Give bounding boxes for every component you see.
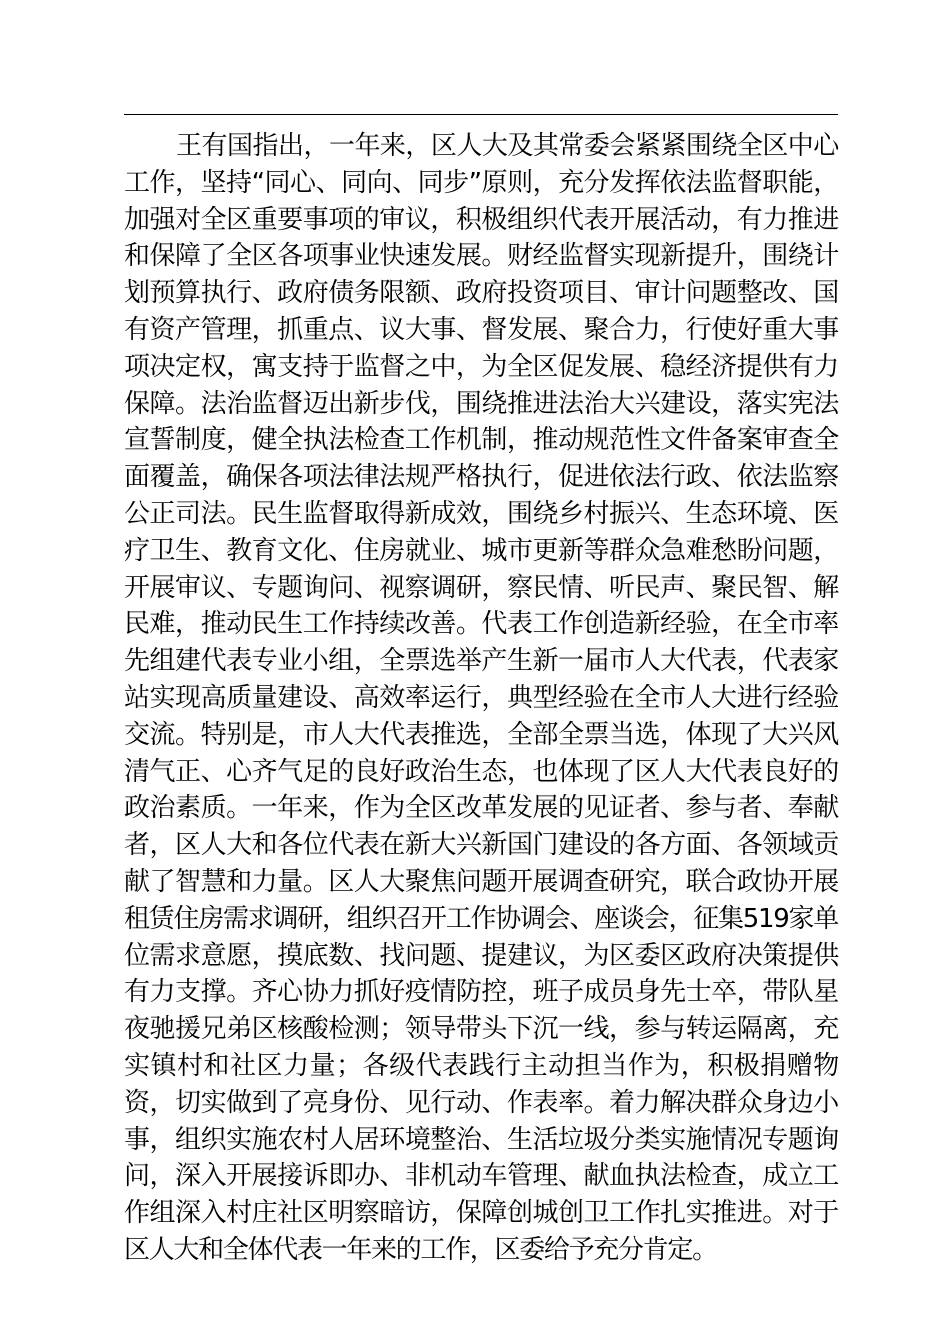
header-rule xyxy=(124,114,838,115)
body-paragraph: 王有国指出，一年来，区人大及其常委会紧紧围绕全区中心工作，坚持“同心、同向、同步”原则，充分发挥依法监督职能，加强对全区重要事项的审议，积极组织代表开展活动，有力推进和保障了全区各项事业快速发展。财经监督实现新提升，围绕计划预算执行、政府债务限额、政府投资项目、审计问题整改、国有资产管理，抓重点、议大事、督发展、聚合力，行使好重大事项决定权，寓支持于监督之中，为全区促发展、稳经济提供有力保障。法治监督迈出新步伐，围绕推进法治大兴建设，落实宪法宣誓制度，健全执法检查工作机制，推动规范性文件备案审查全面覆盖，确保各项法律法规严格执行，促进依法行政、依法监察公正司法。民生监督取得新成效，围绕乡村振兴、生态环境、医疗卫生、教育文化、住房就业、城市更新等群众急难愁盼问题，开展审议、专题询问、视察调研，察民情、听民声、聚民智、解民难，推动民生工作持续改善。代表工作创造新经验，在全市率先组建代表专业小组，全票选举产生新一届市人大代表，代表家站实现高质量建设、高效率运行，典型经验在全市人大进行经验交流。特别是，市人大代表推选，全部全票当选，体现了大兴风清气正、心齐气足的良好政治生态，也体现了区人大代表良好的政治素质。一年来，作为全区改革发展的见证者、参与者、奉献者，区人大和各位代表在新大兴新国门建设的各方面、各领域贡献了智慧和力量。区人大聚焦问题开展调查研究，联合政协开展租赁住房需求调研，组织召开工作协调会、座谈会，征集519家单位需求意愿，摸底数、找问题、提建议，为区委区政府决策提供有力支撑。齐心协力抓好疫情防控，班子成员身先士卒，带队星夜驰援兄弟区核酸检测；领导带头下沉一线，参与转运隔离，充实镇村和社区力量；各级代表践行主动担当作为，积极捐赠物资，切实做到了亮身份、见行动、作表率。着力解决群众身边小事，组织实施农村人居环境整治、生活垃圾分类实施情况专题询问，深入开展接诉即办、非机动车管理、献血执法检查，成立工作组深入村庄社区明察暗访，保障创城创卫工作扎实推进。对于区人大和全体代表一年来的工作，区委给予充分肯定。 xyxy=(124,131,838,1265)
